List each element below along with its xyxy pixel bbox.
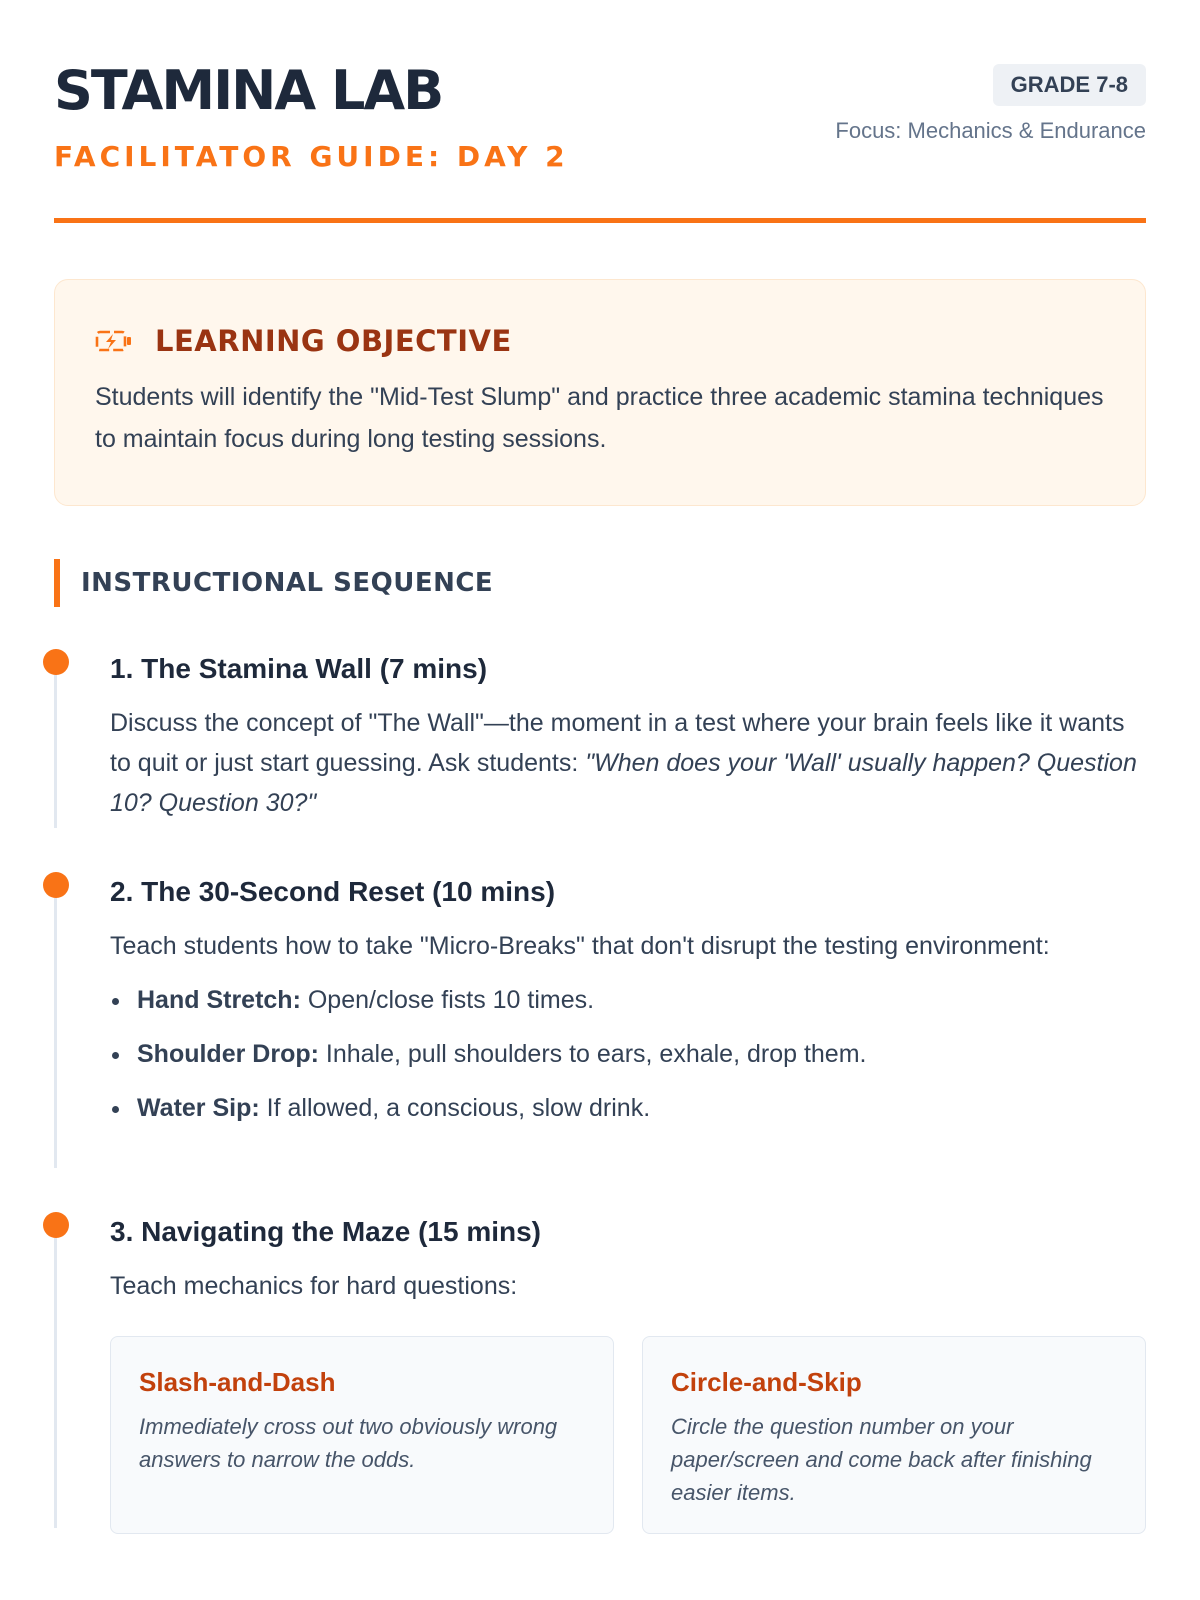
card-text: Immediately cross out two obviously wrong answers to narrow the odds.: [139, 1414, 558, 1472]
item-label: Shoulder Drop:: [137, 1040, 319, 1068]
timeline-step-1: [54, 649, 1146, 878]
reset-technique-list: [110, 980, 1146, 1128]
header-meta: [835, 64, 1146, 144]
battery-charging-icon: [95, 328, 135, 354]
list-item: [110, 980, 1146, 1020]
step-description: Teach students how to take "Micro-Breaks" that don't disrupt the testing environment:: [110, 932, 1050, 960]
timeline-dot: [43, 649, 69, 675]
timeline-dot: [43, 1212, 69, 1238]
objective-header: [95, 324, 1105, 358]
step-quote: "When does your 'Wall' usually happen? Question 10? Question 30?": [110, 749, 1137, 817]
item-text: Open/close fists 10 times.: [300, 986, 595, 1014]
objective-title: LEARNING OBJECTIVE: [155, 324, 512, 358]
item-text: If allowed, a conscious, slow drink.: [259, 1094, 651, 1122]
timeline-line: [54, 665, 57, 828]
timeline-line: [54, 888, 57, 1168]
objective-text: Students will identify the "Mid-Test Slump" and practice three academic stamina techniques to maintain focus during long testing sessions.: [95, 383, 1104, 453]
step-description: Teach mechanics for hard questions:: [110, 1272, 518, 1300]
step-title: 3. Navigating the Maze (15 mins): [110, 1216, 541, 1247]
step-text: Discuss the concept of "The Wall"—the moment in a test where your brain feels like it wants to quit or just start guessing. Ask students:: [110, 709, 1125, 777]
timeline-step-3: [54, 1212, 1146, 1534]
step-description: [110, 703, 1146, 823]
card-title: Slash-and-Dash: [139, 1367, 336, 1397]
timeline-line: [54, 1228, 57, 1528]
strategy-cards: [110, 1336, 1146, 1534]
item-text: Inhale, pull shoulders to ears, exhale, drop them.: [318, 1040, 867, 1068]
step-title: 2. The 30-Second Reset (10 mins): [110, 876, 556, 907]
item-label: Hand Stretch:: [137, 986, 301, 1014]
list-item: [110, 1088, 1146, 1128]
header-divider: [54, 218, 1146, 223]
strategy-card: [642, 1336, 1146, 1534]
page-subtitle: FACILITATOR GUIDE: DAY 2: [54, 140, 569, 173]
section-heading: [54, 559, 1146, 607]
timeline-step-2: [54, 872, 1146, 1218]
learning-objective-box: [54, 279, 1146, 506]
section-title: INSTRUCTIONAL SEQUENCE: [81, 568, 494, 598]
page-header: [54, 59, 1146, 216]
page-title: STAMINA LAB: [54, 59, 443, 122]
grade-badge: GRADE 7-8: [993, 64, 1146, 106]
card-title: Circle-and-Skip: [671, 1367, 862, 1397]
strategy-card: [110, 1336, 614, 1534]
focus-label: Focus: Mechanics & Endurance: [835, 118, 1146, 143]
item-label: Water Sip:: [137, 1094, 260, 1122]
step-title: 1. The Stamina Wall (7 mins): [110, 653, 488, 684]
timeline-dot: [43, 872, 69, 898]
list-item: [110, 1034, 1146, 1074]
instructional-timeline: [54, 649, 1146, 1534]
card-text: Circle the question number on your paper/screen and come back after finishing easier items.: [671, 1414, 1092, 1505]
